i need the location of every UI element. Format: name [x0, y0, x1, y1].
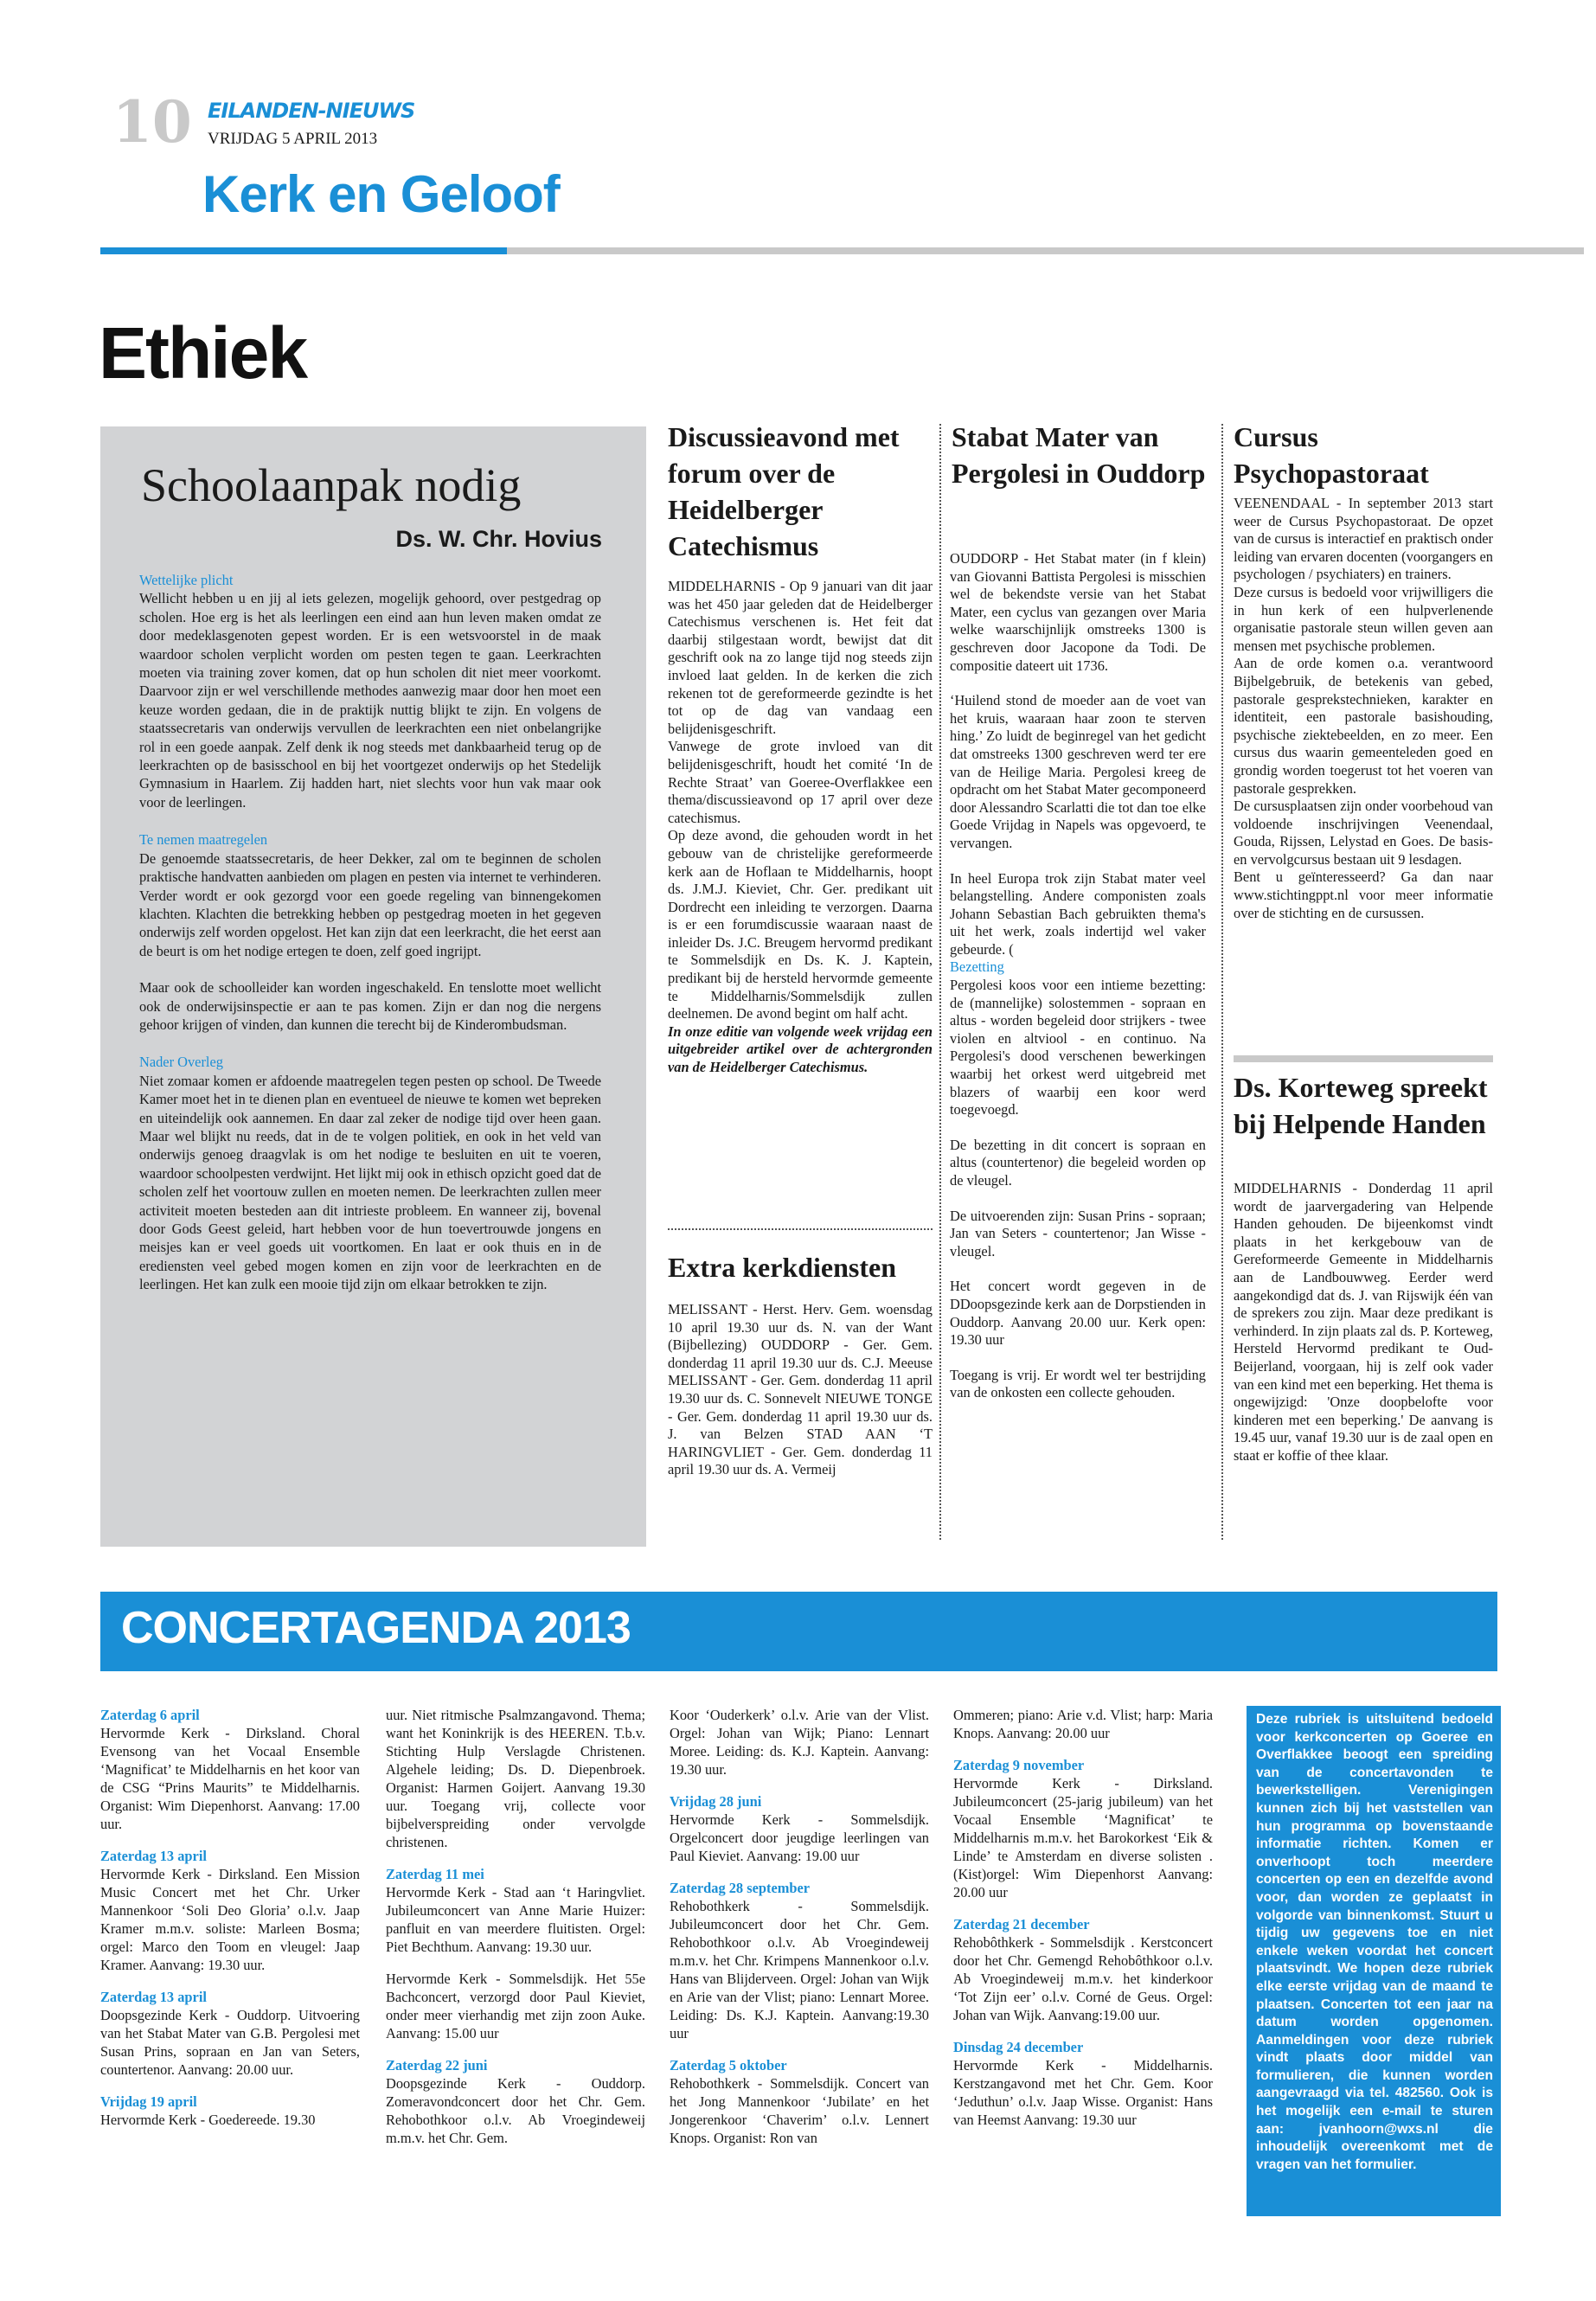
agenda-entry: Hervormde Kerk - Sommelsdijk. Het 55e Bachconcert, verzorgd door Paul Kieviet, onder meer vierhandig met zijn zoon Auke. Aanvang: 15.00 uur: [386, 1971, 645, 2041]
article-paragraph: Pergolesi koos voor een intieme bezetting: de (mannelijke) solostemmen - sopraan en altus - worden begeleid door strijkers - twee violen en altviool - en continuo. Na Pergolesi's dood verschenen bewerkingen waarbij het orkest werd uitgebreid met blazers of waarbij een koor werd toegevoegd.: [950, 977, 1206, 1118]
agenda-entry: Koor ‘Ouderkerk’ o.l.v. Arie van der Vlist. Orgel: Johan van Wijk; Piano: Lennart Moree. Leiding: ds. K.J. Kaptein. Aanvang: 19.30 uur.: [670, 1707, 929, 1778]
dotted-divider: [668, 1228, 933, 1230]
agenda-column: [670, 1706, 929, 2147]
article-paragraph: Deze cursus is bedoeld voor vrijwilligers die in hun kerk of een hulpverlenende organisatie pastorale steun willen geven aan mensen met psychische problemen.: [1234, 583, 1493, 654]
issue-date: VRIJDAG 5 APRIL 2013: [208, 130, 378, 148]
feature-subhead: Te nemen maatregelen: [139, 831, 268, 849]
feature-body: [139, 571, 601, 1294]
kicker-heading: Ethiek: [99, 312, 307, 394]
article-paragraph: OUDDORP - Het Stabat mater (in f klein) van Giovanni Battista Pergolesi is misschien wel de bekendste versie van het Stabat Mater, een cyclus van gezangen over Maria welke waarschijnlijk omstreeks 1300 is geschreven door Jacopone da Todi. De compositie dateert uit 1736.: [950, 550, 1206, 674]
agenda-entry: Hervormde Kerk - Sommelsdijk. Orgelconcert door jeugdige leerlingen van Paul Kieviet. Aanvang: 19.00 uur: [670, 1811, 929, 1864]
agenda-entry: Hervormde Kerk - Middelharnis. Kerstzangavond met het Chr. Gem. Koor ‘Jeduthun’ o.l.v. Jaap Wisse. Organist: Hans van Heemst Aanvang: 19.30 uur: [953, 2057, 1213, 2128]
agenda-date: Dinsdag 24 december: [953, 2039, 1084, 2055]
article-body-cursus: [1234, 495, 1493, 922]
newspaper-logo: EILANDEN-NIEUWS: [208, 99, 415, 123]
agenda-entry: Doopsgezinde Kerk - Ouddorp. Zomeravondconcert door het Chr. Gem. Rehobothkoor o.l.v. Ab Vroegindeweij m.m.v. het Chr. Gem.: [386, 2075, 645, 2146]
section-rule: [507, 247, 1584, 254]
section-rule-accent: [100, 247, 507, 254]
feature-author: Ds. W. Chr. Hovius: [395, 526, 602, 552]
article-paragraph: ‘Huilend stond de moeder aan de voet van het kruis, waaraan haar zoon te sterven hing.’ Zo luidt de beginregel van het gedicht dat omstreeks 1300 geschreven werd ter ere van de Heilige Maria. Pergolesi kreeg de opdracht om het Stabat Mater gecomponeerd door Alessandro Scarlatti die tot dan toe elke Goede Vrijdag in Napels was opgevoerd, te vervangen.: [950, 692, 1206, 851]
feature-subhead: Wettelijke plicht: [139, 572, 234, 588]
column-divider: [1221, 424, 1223, 1540]
article-body-stabat: [950, 550, 1206, 1402]
agenda-entry: Doopsgezinde Kerk - Ouddorp. Uitvoering van het Stabat Mater van G.B. Pergolesi met Susan Prins, sopraan en Jan van Seters, countertenor. Aanvang: 20.00 uur.: [100, 2007, 360, 2078]
article-title-stabat: Stabat Mater van Pergolesi in Ouddorp: [952, 421, 1206, 489]
article-separator: [1234, 1055, 1493, 1062]
agenda-entry: Hervormde Kerk - Dirksland. Een Mission Music Concert met het Chr. Urker Mannenkoor ‘Soli Deo Gloria’ o.l.v. Jaap Kramer m.m.v. soliste: Marleen Bosma; orgel: Marco den Toom en vleugel: Jaap Kramer. Aanvang: 19.30 uur.: [100, 1866, 360, 1973]
agenda-column: [386, 1706, 645, 2147]
agenda-date: Zaterdag 11 mei: [386, 1866, 484, 1882]
agenda-date: Zaterdag 6 april: [100, 1707, 200, 1723]
article-paragraph: Het concert wordt gegeven in de DDoopsgezinde kerk aan de Dorpstienden in Ouddorp. Aanvang 20.00 uur. Kerk open: 19.30 uur: [950, 1278, 1206, 1349]
agenda-entry: Rehobothkerk - Sommelsdijk. Jubileumconcert door het Chr. Gem. Rehobothkoor o.l.v. Ab Vroegindeweij m.m.v. het Chr. Krimpens Mannenkoor o.l.v. Hans van Blijderveen. Orgel: Johan van Wijk en Arie van der Vlist; piano: Lennart Moree. Leiding: Ds. K.J. Kaptein. Aanvang:19.30 uur: [670, 1898, 929, 2041]
article-note: In onze editie van volgende week vrijdag een uitgebreider artikel over de achtergronden van de Heidelberger Catechismus.: [668, 1022, 933, 1076]
article-paragraph: MELISSANT - Herst. Herv. Gem. woensdag 10 april 19.30 uur ds. N. van der Want (Bijbellezing) OUDDORP - Ger. Gem. donderdag 11 april 19.30 uur ds. C.J. Meeuse MELISSANT - Ger. Gem. donderdag 11 april 19.30 uur ds. C. Sonnevelt NIEUWE TONGE - Ger. Gem. donderdag 11 april 19.30 uur ds. J. van Belzen STAD AAN ‘T HARINGVLIET - Ger. Gem. donderdag 11 april 19.30 uur ds. A. Vermeij: [668, 1301, 933, 1478]
section-title: Kerk en Geloof: [202, 165, 560, 223]
agenda-column: [953, 1706, 1213, 2129]
article-paragraph: De uitvoerenden zijn: Susan Prins - sopraan; Jan van Seters - countertenor; Jan Wisse - vleugel.: [950, 1207, 1206, 1259]
agenda-entry: Hervormde Kerk - Dirksland. Jubileumconcert (25-jarig jubileum) van het Vocaal Ensemble ‘Magnificat’ te Middelharnis m.m.v. het Barokorkest ‘Eik & Linde’ te Amsterdam en diverse solisten . (Kist)orgel: Wim Diepenhorst Aanvang: 20.00 uur: [953, 1775, 1213, 1900]
kerkdiensten-list: [668, 1301, 933, 1479]
agenda-date: Zaterdag 13 april: [100, 1848, 207, 1864]
agenda-entry: Hervormde Kerk - Stad aan ‘t Haringvliet. Jubileumconcert van Anne Marie Huizer: panfluit en van meerdere fluitisten. Orgel: Piet Bechthum. Aanvang: 19.30 uur.: [386, 1884, 645, 1955]
agenda-entry: Rehobôthkerk - Sommelsdijk . Kerstconcert door het Chr. Gemengd Rehobôthkoor o.l.v. Ab Vroegindeweij m.m.v. het kinderkoor ‘Tot Zijn eer’ o.l.v. Corné de Geus. Orgel: Johan van Wijk. Aanvang:19.00 uur.: [953, 1934, 1213, 2023]
agenda-column: [100, 1706, 360, 2129]
feature-paragraph: Maar ook de schoolleider kan worden ingeschakeld. En tenslotte moet wellicht ook de onderwijsinspectie er aan te pas komen. Zijn er dan nog die nergens gehoor krijgen of vinden, dan kunnen die terecht bij de Kinderombudsman.: [139, 979, 601, 1033]
article-body-korteweg: [1234, 1180, 1493, 1465]
agenda-date: Vrijdag 19 april: [100, 2093, 197, 2110]
article-paragraph: Op deze avond, die gehouden wordt in het gebouw van de christelijke gereformeerde kerk aan de Hoflaan te Middelharnis, hoopt ds. J.M.J. Kieviet, Chr. Ger. predikant uit Dordrecht een inleiding te verzorgen. Daarna is er een forumdiscussie waaraan naast de inleider Ds. J.C. Breugem hervormd predikant te Sommelsdijk en Ds. K. J. Kaptein, predikant bij de hersteld hervormde gemeente te Middelharnis/Sommelsdijk zullen deelnemen. De avond begint om half acht.: [668, 827, 933, 1022]
feature-title: Schoolaanpak nodig: [141, 459, 522, 511]
column-divider: [939, 424, 941, 1540]
agenda-date: Zaterdag 9 november: [953, 1757, 1085, 1773]
agenda-entry: Rehobothkerk - Sommelsdijk. Concert van het Jong Mannenkoor ‘Jubilate’ en het Jongerenkoor ‘Chaverim’ o.l.v. Lennert Knops. Organist: Ron van: [670, 2075, 929, 2146]
article-paragraph: MIDDELHARNIS - Op 9 januari van dit jaar was het 450 jaar geleden dat de Heidelberger Catechismus verschenen is. Het feit dat daarbij stilgestaan wordt, bewijst dat dit geschrift ook na zo lange tijd nog steeds zijn invloed laat gelden. In de kerken die zich rekenen tot de gereformeerde gezindte is het tot op de dag van vandaag een belijdenisgeschrift.: [668, 578, 933, 737]
article-title-cursus: Cursus Psychopastoraat: [1234, 421, 1429, 489]
article-title-heidelberg: Discussieavond met forum over de Heidelberger Catechismus: [668, 421, 900, 561]
agenda-date: Zaterdag 22 juni: [386, 2057, 488, 2073]
feature-paragraph: Wellicht hebben u en jij al iets gelezen, mogelijk gehoord, over pestgedrag op scholen. Hoe erg is het als leerlingen een eind aan hun leven maken omdat ze door medeklasgenoten gepest worden. Er is een wetsvoorstel in de maak waardoor scholen verplicht worden om pesten tegen te gaan. Leerkrachten moeten via training zover komen, dat op hun scholen dit niet meer voorkomt. Daarvoor zijn er wel verschillende methodes aanwezig maar door hen moet een keuze worden gedaan, die in de praktijk nuttig blijkt te zijn. En volgens de staatssecretaris van onderwijs vervullen de leerkrachten een niet onbelangrijke rol in een goede aanpak. Zelf denk ik nog steeds met dankbaarheid terug op de leerkrachten op de basisschool en bij het voortgezet onderwijs op het Stedelijk Gymnasium in Haarlem. Zij hadden hart, niet slechts voor hun vak maar ook voor de leerlingen.: [139, 590, 601, 811]
article-paragraph: MIDDELHARNIS - Donderdag 11 april wordt de jaarvergadering van Helpende Handen gehouden. De bijeenkomst vindt plaats in het kerkgebouw van de Gereformeerde Gemeente in Middelharnis aan de Landbouwweg. Eerder werd aangekondigd dat ds. J. van Rijswijk één van de sprekers zou zijn. Maar deze predikant is verhinderd. In zijn plaats zal ds. P. Korteweg, Hersteld Hervormd predikant te Oud-Beijerland, voorgaan, hij is zelf ook vader van een kind met een beperking. Het thema is ongewijzigd: 'Onze doopbelofte voor kinderen met een beperking.' De aanvang is 19.45 uur, vanaf 19.30 uur is de zaal open en staat er koffie of thee klaar.: [1234, 1180, 1493, 1464]
article-paragraph: Vanwege de grote invloed van dit belijdenisgeschrift, houdt het comité ‘In de Rechte Straat’ van Goeree-Overflakkee een thema/discussieavond op 17 april over deze catechismus.: [668, 738, 933, 826]
article-paragraph: In heel Europa trok zijn Stabat mater veel belangstelling. Andere componisten zoals Johann Sebastian Bach gebruikten thema's uit het werk, zoals indertijd wel vaker gebeurde. (: [950, 869, 1206, 958]
article-paragraph: Aan de orde komen o.a. verantwoord Bijbelgebruik, de betekenis van gebed, pastorale gesprekstechnieken, karakter en identiteit, een pastorale basishouding, psychische ziektebeelden, en zo meer. Een cursus dus waarin gemeenteleden goed en grondig worden toegerust tot het voeren van pastorale gesprekken.: [1234, 655, 1493, 797]
agenda-date: Vrijdag 28 juni: [670, 1793, 762, 1810]
agenda-entry: Hervormde Kerk - Dirksland. Choral Evensong van het Vocaal Ensemble ‘Magnificat’ te Middelharnis en het koor van de CSG “Prins Maurits” te Middelharnis. Organist: Wim Diepenhorst. Aanvang: 17.00 uur.: [100, 1725, 360, 1832]
agenda-notice-text: Deze rubriek is uitsluitend bedoeld voor kerkconcerten op Goeree en Overflakkee beoogt een spreiding van de concertavonden te bewerkstelligen. Verenigingen kunnen zich bij het vaststellen van hun programma op bovenstaande informatie richten. Komen er onverhoopt toch meerdere concerten op een en dezelfde avond voor, dan worden ze geplaatst in volgorde van binnenkomst. Stuurt u tijdig uw gegevens toe en niet enkele weken voordat het concert plaatsvindt. We hopen deze rubriek elke eerste vrijdag van de maand te plaatsen. Concerten tot een jaar na datum worden opgenomen. Aanmeldingen voor deze rubriek vindt plaats door middel van formulieren, die kunnen worden aangevraagd via tel. 482560. Ook is het mogelijk een e-mail te sturen aan: jvanhoorn@wxs.nl die inhoudelijk overeenkomt met de vragen van het formulier.: [1256, 1712, 1493, 2172]
agenda-date: Zaterdag 28 september: [670, 1880, 811, 1896]
article-paragraph: Bent u geïnteresseerd? Ga dan naar www.stichtingppt.nl voor meer informatie over de stichting en de cursussen.: [1234, 868, 1493, 921]
agenda-date: Zaterdag 13 april: [100, 1989, 207, 2005]
article-subhead: Bezetting: [950, 958, 1004, 976]
agenda-entry: uur. Niet ritmische Psalmzangavond. Thema; want het Koninkrijk is des HEEREN. T.b.v. Stichting Hulp Verslagde Christenen. Algehele leiding; Ds. D. Diepenbroek. Organist: Harmen Goijert. Aanvang 19.30 uur. Toegang vrij, collecte voor bijbelverspreiding onder vervolgde christenen.: [386, 1707, 645, 1850]
agenda-entry: Ommeren; piano: Arie v.d. Vlist; harp: Maria Knops. Aanvang: 20.00 uur: [953, 1707, 1213, 1741]
article-paragraph: VEENENDAAL - In september 2013 start weer de Cursus Psychopastoraat. De opzet van de cursus is interactief en praktisch onder leiding van ervaren docenten (voorgangers en psychologen / psychiaters) en trainers.: [1234, 495, 1493, 583]
concertagenda-title: CONCERTAGENDA 2013: [121, 1603, 631, 1653]
article-title-korteweg: Ds. Korteweg spreekt bij Helpende Handen: [1234, 1072, 1488, 1139]
agenda-entry: Hervormde Kerk - Goedereede. 19.30: [100, 2112, 316, 2128]
article-paragraph: De bezetting in dit concert is sopraan en altus (countertenor) die begeleid worden op de vleugel.: [950, 1136, 1206, 1189]
article-paragraph: De cursusplaatsen zijn onder voorbehoud van voldoende inschrijvingen Veenendaal, Gouda, Rijssen, Lelystad en Goes. De basis- en vervolgcursus bestaan uit 9 lesdagen.: [1234, 798, 1493, 868]
page-number: 10: [112, 88, 192, 156]
feature-subhead: Nader Overleg: [139, 1054, 223, 1071]
feature-paragraph: De genoemde staatssecretaris, de heer Dekker, zal om te beginnen de scholen praktische handvatten aanbieden om plagen en pesten via internet te verhinderen. Verder wordt er ook gezorgd voor een goede regeling van binnengekomen klachten. Klachten die betrekking hebben op pestgedrag moeten in het gegeven onderwijs zelf worden opgelost. Het kan zijn dat een leerkracht, die het eerst aan de beurt is om het nodige ertegen te doen, zelf goed ingrijpt.: [139, 849, 601, 959]
article-body-heidelberg: [668, 578, 933, 1077]
article-title-kerkdiensten: Extra kerkdiensten: [668, 1252, 896, 1283]
feature-paragraph: Niet zomaar komen er afdoende maatregelen tegen pesten op school. De Tweede Kamer moet het in te dienen plan en eventueel de nieuwe te komen wet bepreken en uiteindelijk ook aannemen. En daar zal zeker de nodige tijd over heen gaan. Maar wel blijkt nu reeds, dat in de te volgen politiek, en ook in het veld van onderwijs genoeg draagvlak is om het nodige te besluiten en uit te voeren, waardoor schoolpesten verdwijnt. Het lijkt mij ook in ethisch opzicht goed dat de scholen zelf het voortouw zullen en moeten nemen. De leerkrachten zullen meer activiteit moeten besteden aan dit intrieste probleem. En wanneer zij, bovenal door Gods Geest geleid, hart hebben voor de hun toevertrouwde jongens en meisjes kan er veel goeds uit voortkomen. En laat er ook thuis en in de erediensten veel gebed mogen komen en zijn voor de leerkrachten en de leerlingen. Het kan zulk een mooie tijd zijn om elkaar betrokken te zijn.: [139, 1072, 601, 1293]
agenda-date: Zaterdag 5 oktober: [670, 2057, 787, 2073]
agenda-date: Zaterdag 21 december: [953, 1916, 1090, 1932]
article-paragraph: Toegang is vrij. Er wordt wel ter bestrijding van de onkosten een collecte gehouden.: [950, 1366, 1206, 1401]
